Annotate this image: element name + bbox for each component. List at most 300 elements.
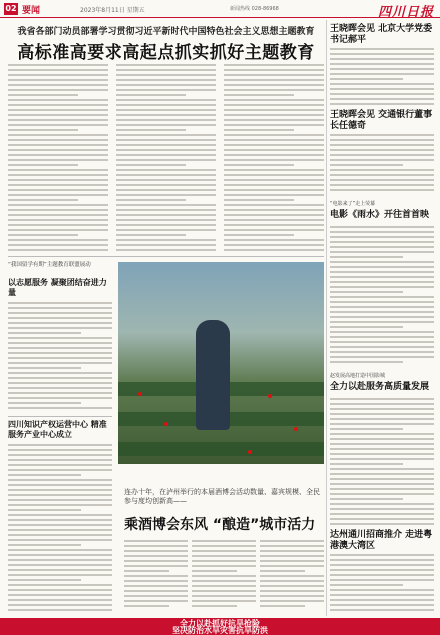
body-text-line [330,311,434,313]
body-text-line [224,94,294,96]
body-text-line [116,239,216,241]
strawberry-mark [268,394,272,398]
body-text-line [330,83,434,85]
body-text-line [8,594,112,596]
body-text-line [330,88,434,90]
body-text-line [8,352,112,354]
body-text-line [192,580,256,582]
body-text-line [8,332,81,334]
body-text-line [330,418,434,420]
body-text-line [8,444,112,446]
body-text-line [330,189,434,191]
body-text-line [330,559,434,561]
body-text-line [330,169,434,171]
body-text-line [124,560,188,562]
strawberry-mark [138,392,142,396]
lead-body-col-3 [224,64,324,254]
body-text-line [116,249,216,251]
body-text-line [330,291,403,293]
body-text-line [124,550,188,552]
body-text-line [330,261,434,263]
body-text-line [224,189,324,191]
body-text-line [260,585,324,587]
body-text-line [330,281,434,283]
body-text-line [330,58,434,60]
body-text-line [8,114,108,116]
body-text-line [8,234,78,236]
body-text-line [330,356,434,358]
body-text-line [330,78,403,80]
body-text-line [224,164,294,166]
body-text-line [224,119,324,121]
body-text-line [8,139,108,141]
body-text-line [192,565,256,567]
body-text-line [8,509,81,511]
body-text-line [116,184,216,186]
body-text-line [8,99,108,101]
body-text-line [8,367,81,369]
feature-kicker: 连办十年，在泸州举行的本届酒博会活动数量、嘉宾规模、全民参与度均创新高—— [124,488,320,505]
body-text-line [330,149,434,151]
body-text-line [124,585,188,587]
body-text-line [8,337,112,339]
body-text-line [330,609,434,611]
body-text-line [8,129,78,131]
side-story-2-headline: 四川知识产权运营中心 精准服务产业中心成立 [8,420,107,439]
body-text-line [8,579,81,581]
body-text-line [330,503,434,505]
body-text-line [116,194,216,196]
body-text-line [8,189,108,191]
body-text-line [330,266,434,268]
body-text-line [116,199,186,201]
body-text-line [224,144,324,146]
body-text-line [330,296,434,298]
body-text-line [330,103,434,105]
body-text-line [330,433,434,435]
body-text-line [8,474,81,476]
body-text-line [330,174,434,176]
body-text-line [330,179,434,181]
body-text-line [8,169,108,171]
body-text-line [124,600,188,602]
right-item-2-body [330,134,434,194]
body-text-line [330,361,403,363]
body-text-line [330,63,434,65]
body-text-line [8,194,108,196]
body-text-line [8,574,112,576]
body-text-line [8,159,108,161]
body-text-line [330,518,434,520]
strawberry-mark [294,427,298,431]
body-text-line [224,249,324,251]
body-text-line [8,402,81,404]
body-text-line [124,605,169,607]
body-text-line [116,169,216,171]
body-text-line [192,585,256,587]
body-text-line [8,302,112,304]
body-text-line [8,407,112,409]
body-text-line [224,129,294,131]
body-text-line [224,124,324,126]
body-text-line [8,604,112,606]
body-text-line [330,159,434,161]
body-text-line [124,565,188,567]
body-text-line [124,545,188,547]
body-text-line [330,164,403,166]
body-text-line [330,341,434,343]
body-text-line [116,134,216,136]
body-text-line [330,276,434,278]
body-text-line [224,229,324,231]
body-text-line [8,199,78,201]
planting-row [118,442,324,456]
contact-line: 新闻热线 028-86968 [230,6,279,12]
body-text-line [330,413,434,415]
body-text-line [224,159,324,161]
body-text-line [8,134,108,136]
body-text-line [192,550,256,552]
body-text-line [224,89,324,91]
body-text-line [330,564,434,566]
body-text-line [8,529,112,531]
body-text-line [224,109,324,111]
body-text-line [224,104,324,106]
right-item-3-headline: 电影《雨水》开往首首映 [330,210,430,220]
body-text-line [330,594,434,596]
body-text-line [8,564,112,566]
body-text-line [330,326,403,328]
body-text-line [8,357,112,359]
body-text-line [330,139,434,141]
body-text-line [224,239,324,241]
body-text-line [330,256,403,258]
body-text-line [224,169,324,171]
body-text-line [8,544,81,546]
feature-headline: 乘酒博会东风 “酿造”城市活力 [124,517,316,533]
right-item-4-headline: 全力以赴服务高质量发展 [330,382,430,392]
body-text-line [330,513,434,515]
body-text-line [224,209,324,211]
body-text-line [330,73,434,75]
body-text-line [330,98,434,100]
body-text-line [116,244,216,246]
strawberry-mark [248,450,252,454]
body-text-line [224,134,324,136]
right-item-2-headline: 王晓晖会见 交通银行董事长任德奇 [330,110,433,131]
body-text-line [8,79,108,81]
body-text-line [192,590,256,592]
side-story-1-body [8,302,112,412]
body-text-line [8,69,108,71]
body-text-line [116,164,186,166]
body-text-line [192,540,256,542]
section-name: 要闻 [22,6,41,16]
body-text-line [116,224,216,226]
body-text-line [116,104,216,106]
body-text-line [330,523,434,525]
body-text-line [116,234,186,236]
body-text-line [124,595,188,597]
body-text-line [224,154,324,156]
body-text-line [124,590,188,592]
body-text-line [330,246,434,248]
body-text-line [330,316,434,318]
body-text-line [330,48,434,50]
body-text-line [116,94,186,96]
body-text-line [8,372,112,374]
body-text-line [330,478,434,480]
body-text-line [116,69,216,71]
body-text-line [330,241,434,243]
body-text-line [192,560,256,562]
body-text-line [8,224,108,226]
body-text-line [330,403,434,405]
body-text-line [116,99,216,101]
body-text-line [330,68,434,70]
body-text-line [124,540,188,542]
body-text-line [224,69,324,71]
body-text-line [260,550,324,552]
body-text-line [8,469,112,471]
body-text-line [124,580,188,582]
side-story-1-headline: 以志愿服务 凝聚团结奋进力量 [8,278,107,297]
body-text-line [8,154,108,156]
body-text-line [330,443,434,445]
body-text-line [330,331,434,333]
worker-figure [196,320,230,430]
body-text-line [192,575,256,577]
body-text-line [116,229,216,231]
body-text-line [192,555,256,557]
body-text-line [8,377,112,379]
right-item-4-body [330,398,434,528]
body-text-line [8,249,108,251]
lead-kicker: 我省各部门动员部署学习贯彻习近平新时代中国特色社会主义思想主题教育 [17,27,315,37]
feature-body-col-1 [124,540,188,610]
body-text-line [8,317,112,319]
lead-body-col-2 [116,64,216,254]
body-text-line [8,599,112,601]
body-text-line [8,327,112,329]
body-text-line [8,184,108,186]
body-text-line [116,124,216,126]
body-text-line [330,468,434,470]
body-text-line [260,605,305,607]
body-text-line [8,119,108,121]
body-text-line [224,139,324,141]
body-text-line [8,514,112,516]
body-text-line [124,570,169,572]
body-text-line [330,448,434,450]
body-text-line [116,114,216,116]
body-text-line [330,579,434,581]
body-text-line [8,524,112,526]
right-item-3-body [330,226,434,366]
body-text-line [116,209,216,211]
body-text-line [330,144,434,146]
body-text-line [8,89,108,91]
body-text-line [8,174,108,176]
body-text-line [116,109,216,111]
body-text-line [8,534,112,536]
body-text-line [260,590,324,592]
body-text-line [8,164,78,166]
body-text-line [330,574,434,576]
body-text-line [8,459,112,461]
body-text-line [116,214,216,216]
body-text-line [330,599,434,601]
body-text-line [8,559,112,561]
body-text-line [8,464,112,466]
body-text-line [260,555,324,557]
dateline: 2023年8月11日 星期五 [80,7,145,14]
body-text-line [116,149,216,151]
body-text-line [8,322,112,324]
body-text-line [330,488,434,490]
strawberry-greenhouse-photo [118,262,324,464]
body-text-line [116,219,216,221]
body-text-line [8,204,108,206]
section-divider [8,256,324,257]
body-text-line [8,387,112,389]
bottom-banner [0,618,440,635]
body-text-line [330,463,403,465]
body-text-line [116,89,216,91]
body-text-line [330,493,434,495]
body-text-line [8,94,78,96]
right-item-1-body [330,48,434,108]
body-text-line [8,569,112,571]
body-text-line [330,554,434,556]
body-text-line [116,64,216,66]
body-text-line [192,600,256,602]
body-text-line [330,473,434,475]
body-text-line [330,408,434,410]
body-text-line [330,498,403,500]
body-text-line [8,149,108,151]
body-text-line [224,79,324,81]
body-text-line [224,179,324,181]
body-text-line [124,575,188,577]
body-text-line [8,109,108,111]
body-text-line [116,129,186,131]
body-text-line [8,489,112,491]
body-text-line [330,569,434,571]
body-text-line [260,600,324,602]
body-text-line [224,244,324,246]
body-text-line [330,438,434,440]
body-text-line [8,539,112,541]
body-text-line [330,346,434,348]
body-text-line [116,74,216,76]
body-text-line [330,351,434,353]
body-text-line [330,271,434,273]
body-text-line [116,84,216,86]
body-text-line [8,179,108,181]
feature-body-col-3 [260,540,324,610]
body-text-line [330,154,434,156]
body-text-line [8,84,108,86]
body-text-line [330,321,434,323]
body-text-line [260,595,324,597]
body-text-line [116,154,216,156]
body-text-line [8,362,112,364]
body-text-line [330,251,434,253]
side-divider [8,416,112,417]
body-text-line [330,589,434,591]
body-text-line [330,231,434,233]
body-text-line [8,589,112,591]
body-text-line [192,595,256,597]
body-text-line [224,234,294,236]
body-text-line [116,79,216,81]
body-text-line [330,301,434,303]
body-text-line [8,584,112,586]
body-text-line [192,605,237,607]
body-text-line [260,545,324,547]
right-item-5-body [330,554,434,614]
body-text-line [8,499,112,501]
body-text-line [224,199,294,201]
strawberry-mark [164,422,168,426]
body-text-line [330,306,434,308]
body-text-line [8,494,112,496]
body-text-line [8,209,108,211]
body-text-line [330,53,434,55]
body-text-line [8,549,112,551]
body-text-line [116,204,216,206]
body-text-line [260,560,324,562]
body-text-line [8,449,112,451]
body-text-line [8,124,108,126]
body-text-line [8,609,112,611]
body-text-line [224,219,324,221]
page-number: 02 [5,4,17,13]
column-divider [326,20,327,616]
feature-body-col-2 [192,540,256,610]
body-text-line [330,458,434,460]
body-text-line [330,226,434,228]
banner-line-1: 全力以赴抓好抗旱抢险 [180,619,260,628]
body-text-line [116,189,216,191]
body-text-line [8,479,112,481]
body-text-line [116,144,216,146]
body-text-line [224,64,324,66]
body-text-line [8,554,112,556]
body-text-line [8,454,112,456]
body-text-line [116,159,216,161]
body-text-line [8,342,112,344]
body-text-line [224,174,324,176]
body-text-line [8,382,112,384]
body-text-line [8,229,108,231]
body-text-line [330,483,434,485]
body-text-line [224,204,324,206]
body-text-line [116,139,216,141]
body-text-line [8,214,108,216]
body-text-line [116,119,216,121]
body-text-line [8,219,108,221]
body-text-line [8,244,108,246]
body-text-line [224,114,324,116]
body-text-line [224,184,324,186]
body-text-line [224,99,324,101]
body-text-line [8,239,108,241]
body-text-line [330,184,434,186]
right-item-1-headline: 王晓晖会见 北京大学党委书记郝平 [330,24,433,45]
right-item-5-headline: 达州通川招商推介 走进粤港澳大湾区 [330,530,433,551]
